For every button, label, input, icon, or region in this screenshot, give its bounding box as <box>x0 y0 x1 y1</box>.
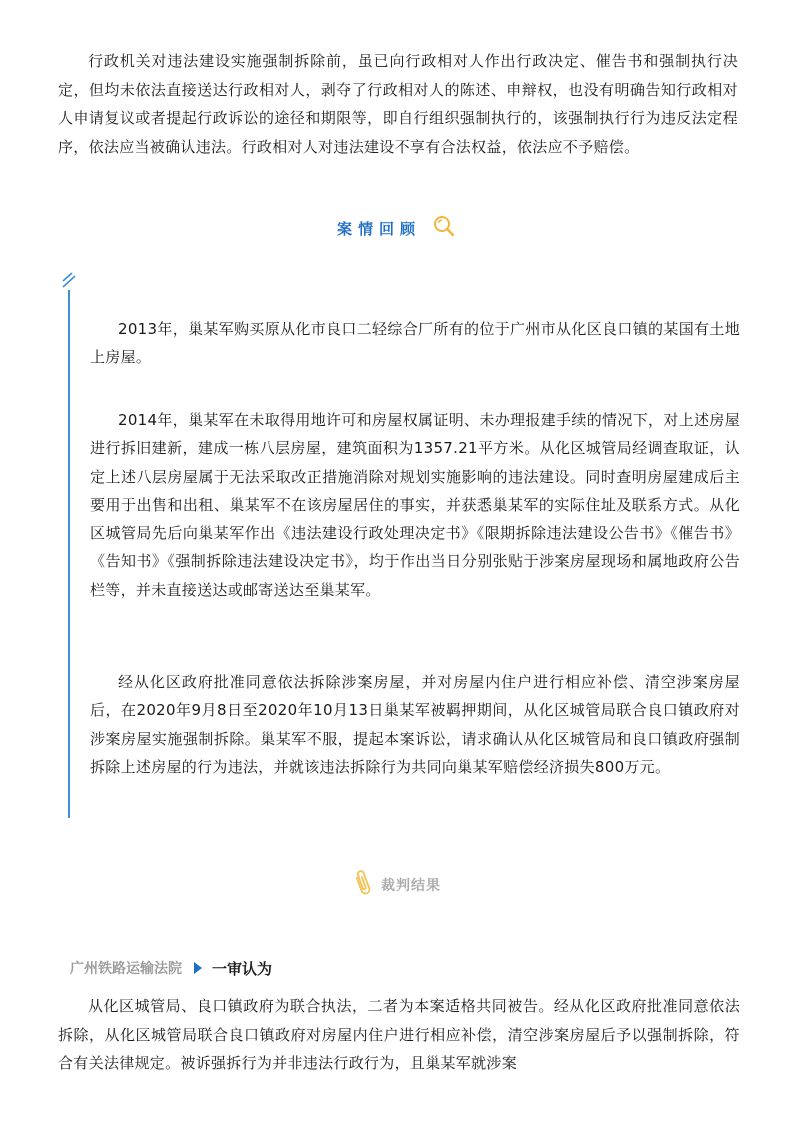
case-review-heading <box>0 214 793 244</box>
court-name: 广州铁路运输法院 <box>70 961 182 977</box>
case-paragraph-1: 2013年，巢某军购买原从化市良口二轻综合厂所有的位于广州市从化区良口镇的某国有土地上房屋。 <box>90 320 740 367</box>
ruling-title: 裁判结果 <box>381 878 442 894</box>
paperclip-icon <box>352 868 374 902</box>
case-paragraph-2: 2014年，巢某军在未取得用地许可和房屋权属证明、未办理报建手续的情况下，对上述房屋进行拆旧建新，建成一栋八层房屋，建筑面积为1357.21平方米。从化区城管局经调查取证，认定上述八层房屋属于无法采取改正措施消除对规划实施影响的违法建设。同时查明房屋建成后主要用于出售和出租、巢某军不在该房屋居住的事实，并获悉巢某军的实际住址及联系方式。从化区城管局先后向巢某军作出《违法建设行政处理决定书》《限期拆除违法建设公告书》《催告书》《告知书》《强制拆除违法建设决定书》，均于作出当日分别张贴于涉案房屋现场和属地政府公告栏等，并未直接送达或邮寄送达至巢某军。 <box>90 411 740 599</box>
ruling-paragraph: 从化区城管局、良口镇政府为联合执法，二者为本案适格共同被告。经从化区政府批准同意依法拆除，从化区城管局联合良口镇政府对房屋内住户进行相应补偿，清空涉案房屋后予以强制拆除，符合有关法律规定。被诉强拆行为并非违法行政行为，且巢某军就涉案 <box>58 997 740 1073</box>
intro-paragraph: 行政机关对违法建设实施强制拆除前，虽已向行政相对人作出行政决定、催告书和强制执行决定，但均未依法直接送达行政相对人，剥夺了行政相对人的陈述、申辩权，也没有明确告知行政相对人申请复议或者提起行政诉讼的途径和期限等，即自行组织强制执行的，该强制执行行为违反法定程序，依法应当被确认违法。行政相对人对违法建设不享有合法权益，依法应不予赔偿。 <box>58 52 738 156</box>
triangle-right-icon <box>194 962 202 974</box>
case-review-box <box>60 270 750 818</box>
court-line <box>70 956 272 980</box>
ruling-heading <box>0 868 793 902</box>
case-review-title: 案情回顾 <box>336 219 421 238</box>
case-paragraph-3: 经从化区政府批准同意依法拆除涉案房屋，并对房屋内住户进行相应补偿、清空涉案房屋后，在2020年9月8日至2020年10月13日巢某军被羁押期间，从化区城管局联合良口镇政府对涉案房屋实施强制拆除。巢某军不服，提起本案诉讼，请求确认从化区城管局和良口镇政府强制拆除上述房屋的行为违法，并就该违法拆除行为共同向巢某军赔偿经济损失800万元。 <box>90 673 740 776</box>
double-slash-icon <box>60 270 80 290</box>
magnifier-icon <box>432 214 456 242</box>
verdict-label: 一审认为 <box>212 959 273 978</box>
quote-bar <box>68 290 70 818</box>
